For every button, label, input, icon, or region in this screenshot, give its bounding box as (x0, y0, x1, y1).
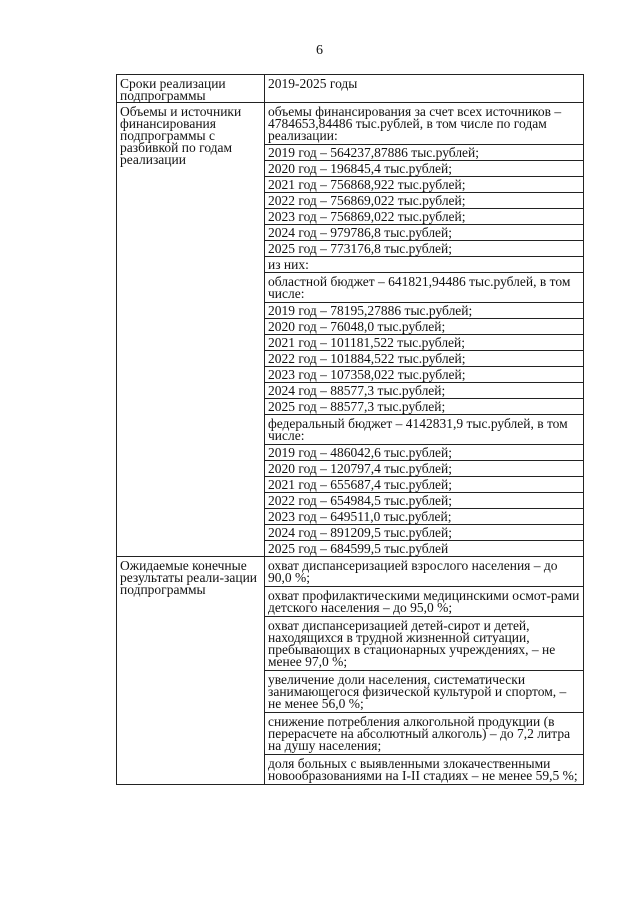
funding-label: Объемы и источники финансирования подпрограммы с разбивкой по годам реализации (120, 104, 242, 167)
funding-regional-2023: 2023 год – 107358,022 тыс.рублей; (265, 367, 583, 383)
period-value-cell (265, 75, 584, 103)
table-row-funding (117, 103, 584, 557)
funding-federal-2021: 2021 год – 655687,4 тыс.рублей; (265, 477, 583, 493)
result-early-cancer-detection: доля больных с выявленными злокачественными новообразованиями на I-II стадиях – не менее 59,5 %; (268, 756, 578, 783)
period-label: Сроки реализации подпрограммы (120, 76, 226, 103)
funding-regional-2025: 2025 год – 88577,3 тыс.рублей; (265, 399, 583, 415)
funding-federal-2022: 2022 год – 654984,5 тыс.рублей; (265, 493, 583, 509)
funding-total-2024: 2024 год – 979786,8 тыс.рублей; (265, 225, 583, 241)
results-label: Ожидаемые конечные результаты реали-зации подпрограммы (120, 558, 258, 597)
result-child-checkups: охват профилактическими медицинскими осмот-рами детского населения – до 95,0 %; (265, 587, 583, 617)
funding-content-cell (265, 103, 584, 557)
result-adult-screening: охват диспансеризацией взрослого населения – до 90,0 %; (265, 557, 583, 587)
table-row-period (117, 75, 584, 103)
page-number: 6 (316, 43, 323, 58)
funding-federal-2024: 2024 год – 891209,5 тыс.рублей; (265, 525, 583, 541)
result-sports-share: увеличение доли населения, систематически занимающегося физической культурой и спортом, – не менее 56,0 %; (265, 671, 583, 713)
results-label-cell (117, 557, 265, 785)
funding-regional-total: областной бюджет – 641821,94486 тыс.рублей, в том числе: (265, 273, 583, 303)
funding-federal-2025: 2025 год – 684599,5 тыс.рублей (268, 541, 449, 556)
funding-label-cell (117, 103, 265, 557)
funding-federal-2020: 2020 год – 120797,4 тыс.рублей; (265, 461, 583, 477)
funding-total-2025: 2025 год – 773176,8 тыс.рублей; (265, 241, 583, 257)
funding-regional-2022: 2022 год – 101884,522 тыс.рублей; (265, 351, 583, 367)
funding-regional-2021: 2021 год – 101181,522 тыс.рублей; (265, 335, 583, 351)
funding-total-2022: 2022 год – 756869,022 тыс.рублей; (265, 193, 583, 209)
funding-federal-2023: 2023 год – 649511,0 тыс.рублей; (265, 509, 583, 525)
table-row-results (117, 557, 584, 785)
result-orphan-screening: охват диспансеризацией детей-сирот и детей, находящихся в трудной жизненной ситуации, пребывающих в стационарных учреждениях, – не менее 97,0 %; (265, 617, 583, 671)
funding-federal-2019: 2019 год – 486042,6 тыс.рублей; (265, 445, 583, 461)
period-value: 2019-2025 годы (268, 76, 358, 91)
funding-of-which: из них: (265, 257, 583, 273)
funding-total-2020: 2020 год – 196845,4 тыс.рублей; (265, 161, 583, 177)
funding-total-2023: 2023 год – 756869,022 тыс.рублей; (265, 209, 583, 225)
subprogram-passport-table (116, 74, 584, 785)
funding-total-2021: 2021 год – 756868,922 тыс.рублей; (265, 177, 583, 193)
funding-total-2019: 2019 год – 564237,87886 тыс.рублей; (265, 145, 583, 161)
funding-regional-2024: 2024 год – 88577,3 тыс.рублей; (265, 383, 583, 399)
funding-federal-total: федеральный бюджет – 4142831,9 тыс.рублей, в том числе: (265, 415, 583, 445)
funding-regional-2020: 2020 год – 76048,0 тыс.рублей; (265, 319, 583, 335)
results-content-cell (265, 557, 584, 785)
period-label-cell (117, 75, 265, 103)
funding-regional-2019: 2019 год – 78195,27886 тыс.рублей; (265, 303, 583, 319)
funding-total: объемы финансирования за счет всех источников – 4784653,84486 тыс.рублей, в том числе по годам реализации: (265, 103, 583, 145)
result-alcohol-consumption: снижение потребления алкогольной продукции (в перерасчете на абсолютный алкоголь) – до 7,2 литра на душу населения; (265, 713, 583, 755)
